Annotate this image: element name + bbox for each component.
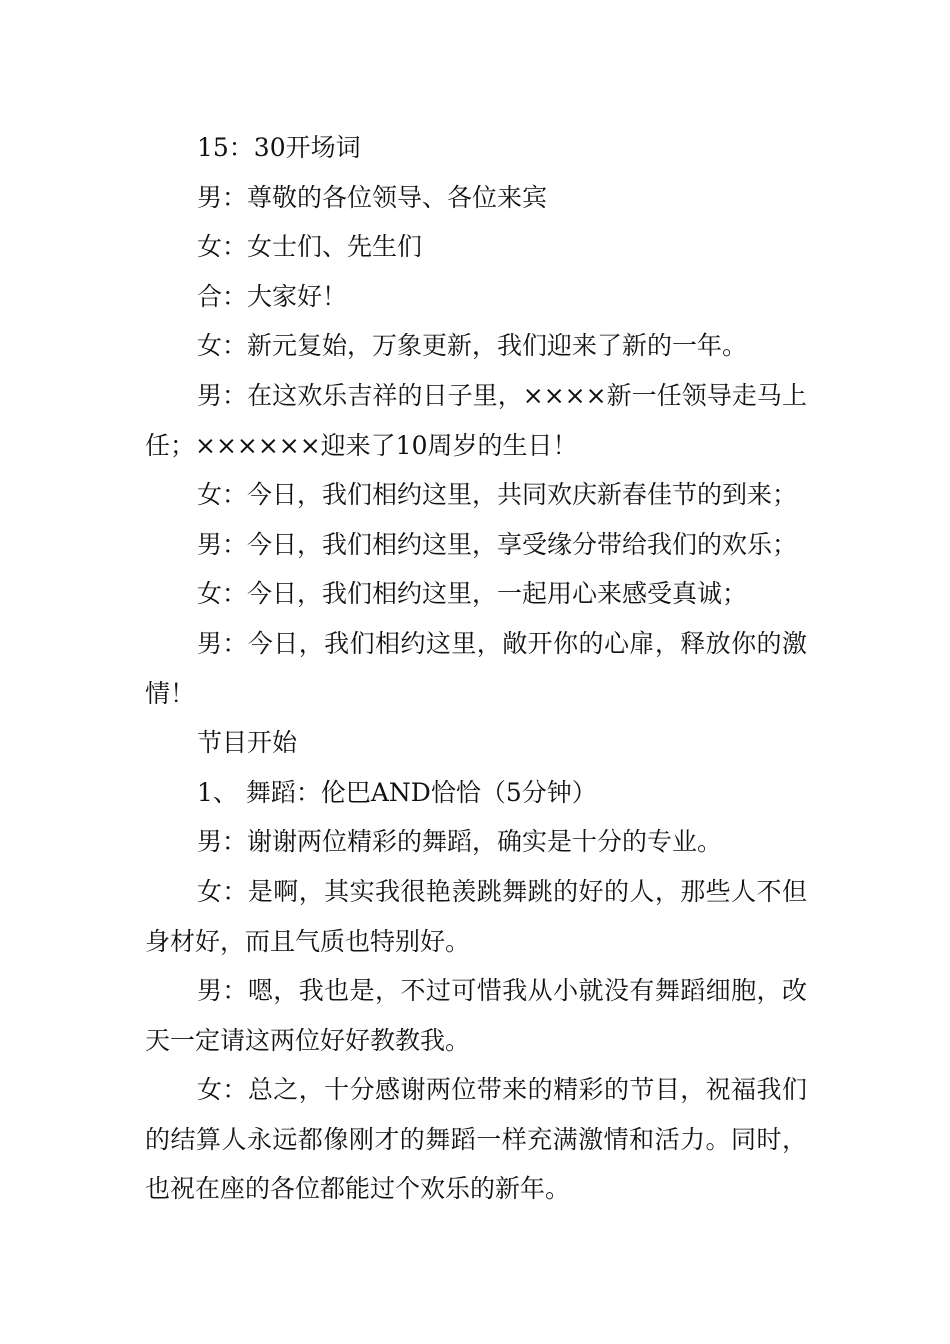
paragraph-celebrate-spring: 女：今日，我们相约这里，共同欢庆新春佳节的到来； [197, 480, 798, 510]
paragraph-closing-blessing: 女：总之，十分感谢两位带来的精彩的节目，祝福我们的结算人永远都像刚才的舞蹈一样充满激情和活力。同时，也祝在座的各位都能过个欢乐的新年。 [145, 1075, 807, 1204]
paragraph-open-heart: 男：今日，我们相约这里，敞开你的心扉，释放你的激情！ [145, 628, 807, 708]
paragraph-male-greeting: 男：尊敬的各位领导、各位来宾 [197, 182, 548, 212]
paragraph-together-greeting: 合：大家好！ [197, 281, 348, 311]
paragraph-admire-dancers: 女：是啊，其实我很艳羡跳舞跳的好的人，那些人不但身材好，而且气质也特别好。 [145, 876, 807, 956]
paragraph-female-greeting: 女：女士们、先生们 [197, 232, 423, 262]
paragraph-no-dance-talent: 男：嗯，我也是，不过可惜我从小就没有舞蹈细胞，改天一定请这两位好好教教我。 [145, 976, 807, 1055]
paragraph-enjoy-fate: 男：今日，我们相约这里，享受缘分带给我们的欢乐； [197, 529, 798, 559]
paragraph-feel-sincerity: 女：今日，我们相约这里，一起用心来感受真诚； [197, 579, 748, 609]
paragraph-opening-time: 15：30开场词 [197, 133, 361, 162]
document-body [145, 123, 807, 1214]
paragraph-program-start: 节目开始 [197, 728, 298, 758]
paragraph-thanks-dance: 男：谢谢两位精彩的舞蹈，确实是十分的专业。 [197, 827, 723, 857]
paragraph-dance-item: 1、 舞蹈：伦巴AND恰恰（5分钟） [197, 777, 597, 807]
paragraph-leadership-birthday: 男：在这欢乐吉祥的日子里，××××新一任领导走马上任；××××××迎来了10周岁的生日！ [145, 380, 807, 460]
paragraph-new-year: 女：新元复始，万象更新，我们迎来了新的一年。 [197, 331, 748, 361]
